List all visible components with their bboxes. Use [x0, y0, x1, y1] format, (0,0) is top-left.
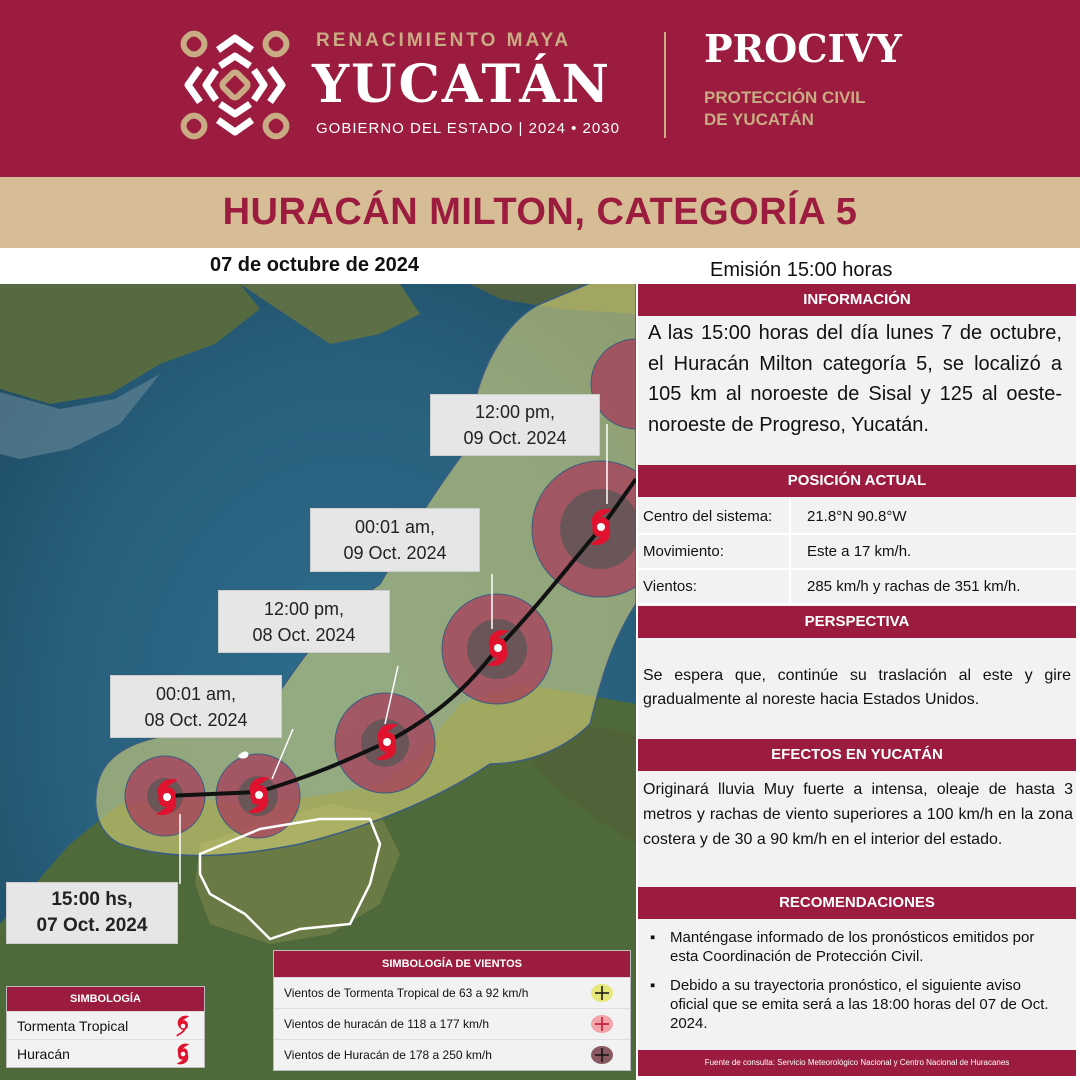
agency-full-line1: PROTECCIÓN CIVIL — [704, 88, 866, 107]
hurricane-icon — [242, 774, 276, 816]
table-row — [638, 569, 1076, 604]
hurricane-icon — [584, 506, 618, 548]
position-table — [638, 499, 1076, 605]
label-line1: 12:00 pm, — [263, 599, 345, 619]
agency-name: PROCIVY — [704, 26, 902, 71]
bullet-icon: ▪ — [650, 977, 656, 994]
gov-subtitle: GOBIERNO DEL ESTADO | 2024 • 2030 — [316, 120, 620, 137]
forecast-label-0001am-08oct — [110, 675, 282, 738]
tropical-storm-wind-icon — [590, 983, 614, 1003]
wind-legend — [273, 950, 631, 1071]
symbol-legend-row — [7, 1039, 204, 1067]
effects-heading: EFECTOS EN YUCATÁN — [638, 739, 1076, 771]
table-row — [638, 534, 1076, 569]
list-item — [648, 928, 1062, 966]
gov-tagline: RENACIMIENTO MAYA — [316, 30, 572, 51]
list-item — [648, 976, 1062, 1033]
effects-text: Originará lluvia Muy fuerte a intensa, oleaje de hasta 3 metros y rachas de viento superiores a 100 km/h en la zona costera y de 30 a 90 km/h en el interior del estado. — [643, 781, 1073, 848]
current-position-label — [6, 882, 178, 944]
forecast-label-0001am-09oct — [310, 508, 480, 572]
hurricane-icon — [481, 627, 515, 669]
label-line2: 09 Oct. 2024 — [463, 428, 567, 448]
wind-legend-label: Vientos de huracán de 118 a 177 km/h — [284, 1017, 490, 1031]
wind-legend-label: Vientos de Huracán de 178 a 250 km/h — [284, 1048, 492, 1062]
position-key: Vientos: — [638, 569, 790, 604]
symbol-legend-title: SIMBOLOGÍA — [7, 987, 204, 1011]
wind-legend-row — [274, 1039, 630, 1070]
state-name: YUCATÁN — [312, 54, 612, 115]
maya-logo-icon — [180, 30, 290, 140]
symbol-legend-label: Tormenta Tropical — [17, 1018, 129, 1034]
header-banner — [0, 0, 1080, 177]
emission-label: Emisión 15:00 horas — [710, 259, 893, 281]
wind-legend-row — [274, 1008, 630, 1039]
label-line2: 08 Oct. 2024 — [252, 625, 356, 645]
major-hurricane-wind-icon — [590, 1045, 614, 1065]
position-heading: POSICIÓN ACTUAL — [638, 465, 1076, 497]
table-row — [638, 499, 1076, 534]
position-key: Movimiento: — [638, 534, 790, 569]
bullet-icon: ▪ — [650, 929, 656, 946]
label-line2: 08 Oct. 2024 — [144, 710, 248, 730]
recommendation-text: Manténgase informado de los pronósticos emitidos por esta Coordinación de Protección Civil. — [670, 929, 1035, 965]
hurricane-icon — [370, 721, 404, 763]
wind-legend-row — [274, 977, 630, 1008]
perspective-text: Se espera que, continúe su traslación al este y gire gradualmente al noreste hacia Estados Unidos. — [643, 667, 1071, 708]
tropical-storm-icon — [172, 1014, 194, 1038]
info-heading: INFORMACIÓN — [638, 284, 1076, 316]
position-value: 285 km/h y rachas de 351 km/h. — [790, 569, 1076, 604]
hurricane-icon — [172, 1042, 194, 1066]
perspective-heading: PERSPECTIVA — [638, 606, 1076, 638]
agency-full-line2: DE YUCATÁN — [704, 110, 814, 129]
hurricane-wind-icon — [590, 1014, 614, 1034]
label-line1: 12:00 pm, — [474, 402, 556, 422]
label-line1: 00:01 am, — [354, 517, 436, 537]
hurricane-icon — [150, 776, 184, 818]
recommendation-text: Debido a su trayectoria pronóstico, el siguiente aviso oficial que se emita será a las 18:00 horas del 07 de Oct. 2024. — [670, 977, 1049, 1032]
info-text: A las 15:00 horas del día lunes 7 de octubre, el Huracán Milton categoría 5, se localizó a 105 km al noroeste de Sisal y 125 al oeste-noroeste de Progreso, Yucatán. — [648, 322, 1062, 436]
label-line1: 00:01 am, — [155, 684, 237, 704]
recommendations-list — [648, 928, 1062, 1043]
label-line2: 09 Oct. 2024 — [343, 543, 447, 563]
page-title: HURACÁN MILTON, CATEGORÍA 5 — [222, 191, 858, 233]
forecast-label-12pm-08oct — [218, 590, 390, 653]
symbol-legend-label: Huracán — [17, 1046, 70, 1062]
source-footer: Fuente de consulta: Servicio Meteorológico Nacional y Centro Nacional de Huracanes — [638, 1050, 1076, 1076]
label-line1: 15:00 hs, — [51, 889, 133, 910]
recommendations-heading: RECOMENDACIONES — [638, 887, 1076, 919]
forecast-label-12pm-09oct — [430, 394, 600, 456]
wind-legend-title: SIMBOLOGÍA DE VIENTOS — [274, 951, 630, 977]
label-line2: 07 Oct. 2024 — [36, 915, 148, 936]
position-key: Centro del sistema: — [638, 499, 790, 534]
position-value: Este a 17 km/h. — [790, 534, 1076, 569]
header-divider — [664, 32, 666, 138]
symbol-legend-row — [7, 1011, 204, 1039]
agency-full-name — [704, 87, 904, 131]
position-value: 21.8°N 90.8°W — [790, 499, 1076, 534]
date-label: 07 de octubre de 2024 — [210, 254, 419, 276]
symbol-legend — [6, 986, 205, 1068]
title-band — [0, 177, 1080, 248]
wind-legend-label: Vientos de Tormenta Tropical de 63 a 92 km/h — [284, 986, 529, 1000]
